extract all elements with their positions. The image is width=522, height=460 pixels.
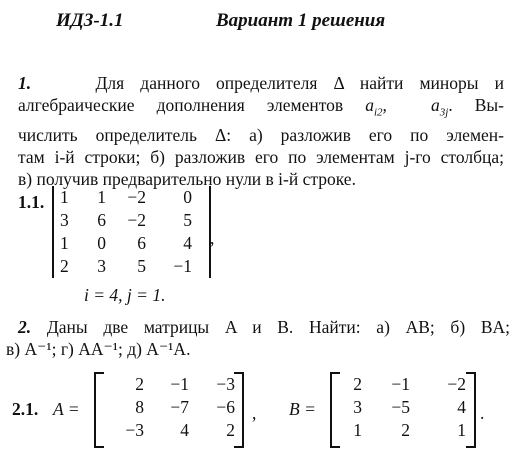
matrix-a [94,372,244,444]
matrix-a-right-bracket [234,372,244,448]
matrix-sep: , [252,403,257,423]
matrix-a-cell: −6 [216,397,235,417]
task1-line-3: числить определитель Δ: а) разложив его по элемен- [18,124,504,145]
determinant [52,186,211,278]
matrix-b-right-bracket [466,372,476,448]
matrix-b-cell: −2 [447,374,466,394]
determinant-cell: 3 [97,256,106,276]
determinant-cell: 2 [60,256,69,276]
determinant-cell: 6 [137,233,146,253]
task1-line-5: в) получив предварительно нули в i-й строке. [18,168,356,189]
matrix-b-left-bracket [330,372,340,448]
matrix-b-grid [340,373,466,442]
task1-paragraph [18,72,504,190]
determinant-cell: −2 [127,187,146,207]
determinant-cell: 0 [97,233,106,253]
matrix-a-cell: 4 [180,420,189,440]
matrix-b-cell: 1 [457,420,466,440]
matrix-b-cell: 2 [401,420,410,440]
task1-line-4: там i-й строки; б) разложив его по элементам j-го столбца; [18,146,504,167]
matrix-b-cell: 2 [353,374,362,394]
determinant-cell: −2 [127,210,146,230]
matrix-a-cell: −3 [125,420,144,440]
task1-number: 1. [18,73,32,93]
problem21-label: 2.1. [12,399,39,419]
matrix-b-cell: 3 [353,397,362,417]
condition: i = 4, j = 1. [84,285,166,305]
determinant-cell: 6 [97,210,106,230]
task1-elements: $a_{i2}$, $a_{3j}$ [365,95,449,119]
task2-paragraph [6,316,511,360]
document-id: ИДЗ-1.1 [56,10,124,31]
matrix-a-cell: −1 [170,374,189,394]
matrix-a-grid [104,373,235,442]
task1-line-2: алгебраические дополнения элементов $a_{i2}$, $a_{3j}$. Вы- [18,95,504,119]
determinant-cell: 4 [183,233,192,253]
determinant-cell: 1 [97,187,106,207]
matrix-b-cell: −1 [391,374,410,394]
matrix-a-cell: 8 [135,397,144,417]
matrix-b-cell: 1 [353,420,362,440]
task1-line-2-text: алгебраические дополнения элементов [18,95,344,115]
matrix-end: . [480,403,485,423]
problem11-label: 1.1. [18,192,45,212]
variant-title: Вариант 1 решения [216,10,386,31]
determinant-comma: , [210,228,215,248]
task2-line-1 [18,316,510,338]
determinant-cell: −1 [173,256,192,276]
matrix-a-cell: −7 [170,397,189,417]
task2-number: 2. [18,317,32,337]
determinant-cell: 5 [183,210,192,230]
task1-line-1-text: Для данного определителя Δ найти миноры и [95,73,505,93]
determinant-cell: 1 [60,233,69,253]
task1-line-1 [18,72,504,94]
matrix-b [330,372,476,444]
task2-line-2: в) A⁻¹; г) AA⁻¹; д) A⁻¹A. [6,339,191,359]
matrix-b-cell: 4 [457,397,466,417]
determinant-cell: 5 [137,256,146,276]
matrix-a-cell: 2 [226,420,235,440]
matrix-a-label: A = [53,399,80,419]
determinant-cell: 1 [60,187,69,207]
determinant-grid [54,186,209,278]
determinant-cell: 3 [60,210,69,230]
task2-line-1-text: Даны две матрицы A и B. Найти: а) AB; б) BA; [46,317,511,337]
matrix-a-cell: −3 [216,374,235,394]
matrix-b-cell: −5 [391,397,410,417]
matrix-a-left-bracket [94,372,104,448]
determinant-cell: 0 [183,187,192,207]
matrix-a-cell: 2 [135,374,144,394]
matrix-b-label: B = [289,399,316,419]
